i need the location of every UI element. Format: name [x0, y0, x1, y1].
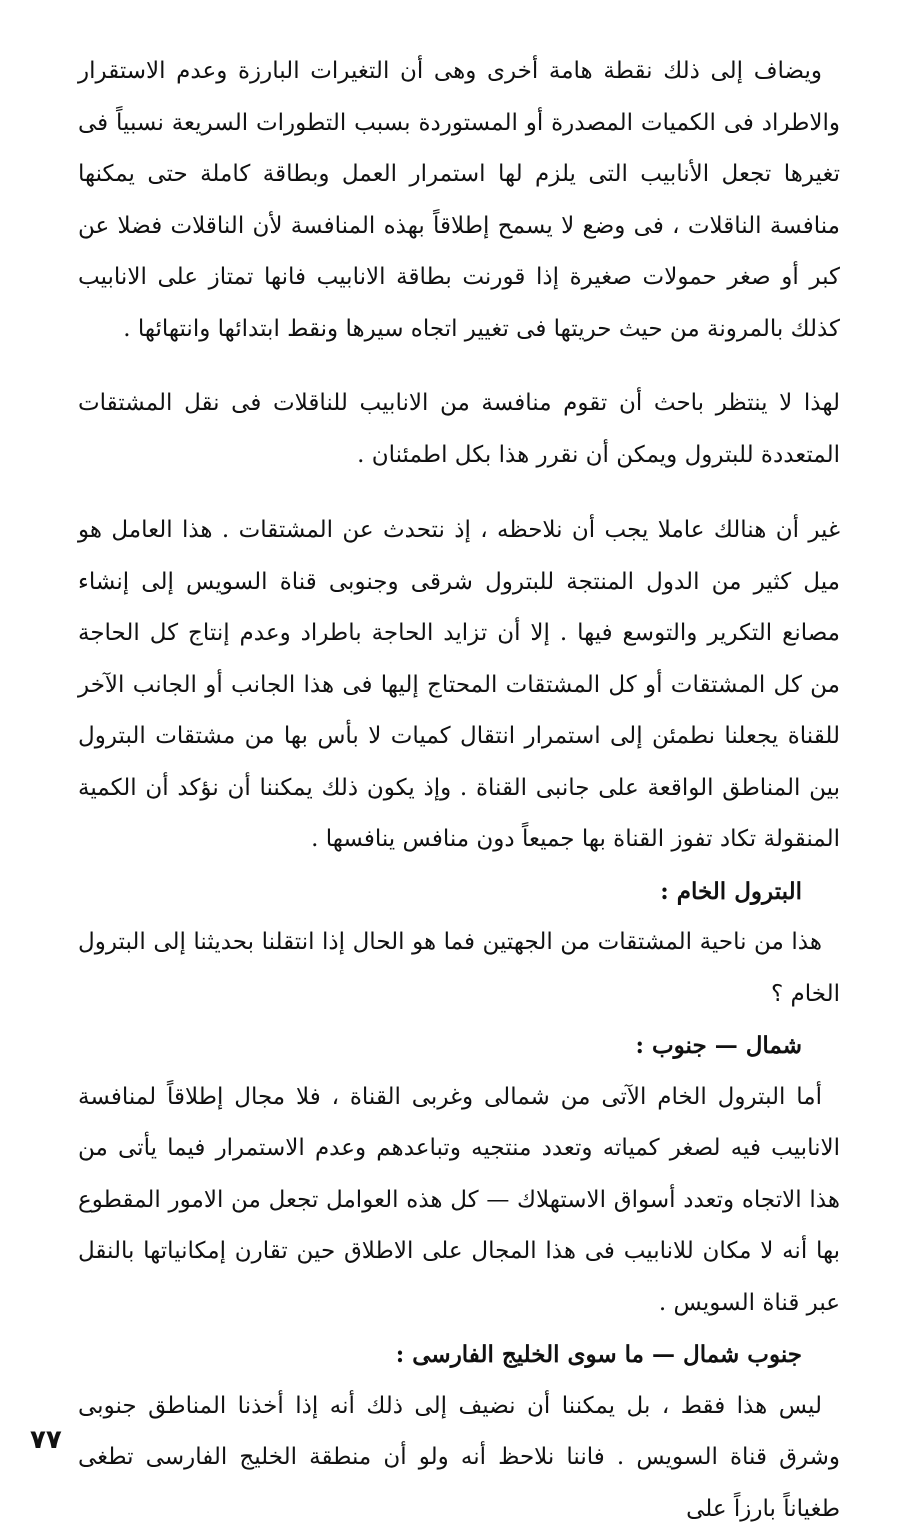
- page-number: ٧٧: [30, 1425, 62, 1455]
- paragraph-competition-variability: ويضاف إلى ذلك نقطة هامة أخرى وهى أن التغيرات البارزة وعدم الاستقرار والاطراد فى الكميات المصدرة أو المستوردة بسبب التطورات السريعة نسبياً فى تغيرها تجعل الأنابيب التى يلزم لها استمرار العمل وبطاقة كاملة حتى يمكنها منافسة الناقلات ، فى وضع لا يسمح إطلاقاً بهذه المنافسة لأن الناقلات فضلا عن كبر أو صغر حمولات صغيرة إذا قورنت بطاقة الانابيب فانها تمتاز على الانابيب كذلك بالمرونة من حيث حريتها فى تغيير اتجاه سيرها ونقط ابتدائها وانتهائها .: [78, 46, 840, 355]
- paragraph-no-pipeline-competition: لهذا لا ينتظر باحث أن تقوم منافسة من الانابيب للناقلات فى نقل المشتقات المتعددة للبترول ويمكن أن نقرر هذا بكل اطمئنان .: [78, 378, 840, 481]
- paragraph-refining-factor: غير أن هنالك عاملا يجب أن نلاحظه ، إذ نتحدث عن المشتقات . هذا العامل هو ميل كثير من الدول المنتجة للبترول شرقى وجنوبى قناة السويس إلى إنشاء مصانع التكرير والتوسع فيها . إلا أن تزايد الحاجة باطراد وعدم إنتاج كل الحاجة من كل المشتقات أو كل المشتقات المحتاج إليها فى هذا الجانب أو الجانب الآخر للقناة يجعلنا نطمئن إلى استمرار انتقال كميات لا بأس بها من مشتقات البترول بين المناطق الواقعة على جانبى القناة . وإذ يكون ذلك يمكننا أن نؤكد أن الكمية المنقولة تكاد تفوز القناة بها جميعاً دون منافس ينافسها .: [78, 505, 840, 866]
- book-page: [78, 46, 840, 1426]
- paragraph-persian-gulf: ليس هذا فقط ، بل يمكننا أن نضيف إلى ذلك أنه إذا أخذنا المناطق جنوبى وشرق قناة السويس . فاننا نلاحظ أنه ولو أن منطقة الخليج الفارسى تطغى طغياناً بارزاً على: [78, 1381, 840, 1535]
- heading-north-south: شمال — جنوب :: [78, 1020, 840, 1072]
- crude-question-line: هذا من ناحية المشتقات من الجهتين فما هو الحال إذا انتقلنا بحديثنا إلى البترول الخام ؟: [78, 917, 840, 1020]
- paragraph-north-south: أما البترول الخام الآتى من شمالى وغربى القناة ، فلا مجال إطلاقاً لمنافسة الانابيب فيه لصغر كمياته وتعدد منتجيه وتباعدهم وعدم الاستمرار فيما يأتى من هذا الاتجاه وتعدد أسواق الاستهلاك — كل هذه العوامل تجعل من الامور المقطوع بها أنه لا مكان للانابيب فى هذا المجال على الاطلاق حين تقارن إمكانياتها بالنقل عبر قناة السويس .: [78, 1072, 840, 1330]
- heading-south-north: جنوب شمال — ما سوى الخليج الفارسى :: [78, 1329, 840, 1381]
- heading-crude-oil: البترول الخام :: [78, 866, 840, 918]
